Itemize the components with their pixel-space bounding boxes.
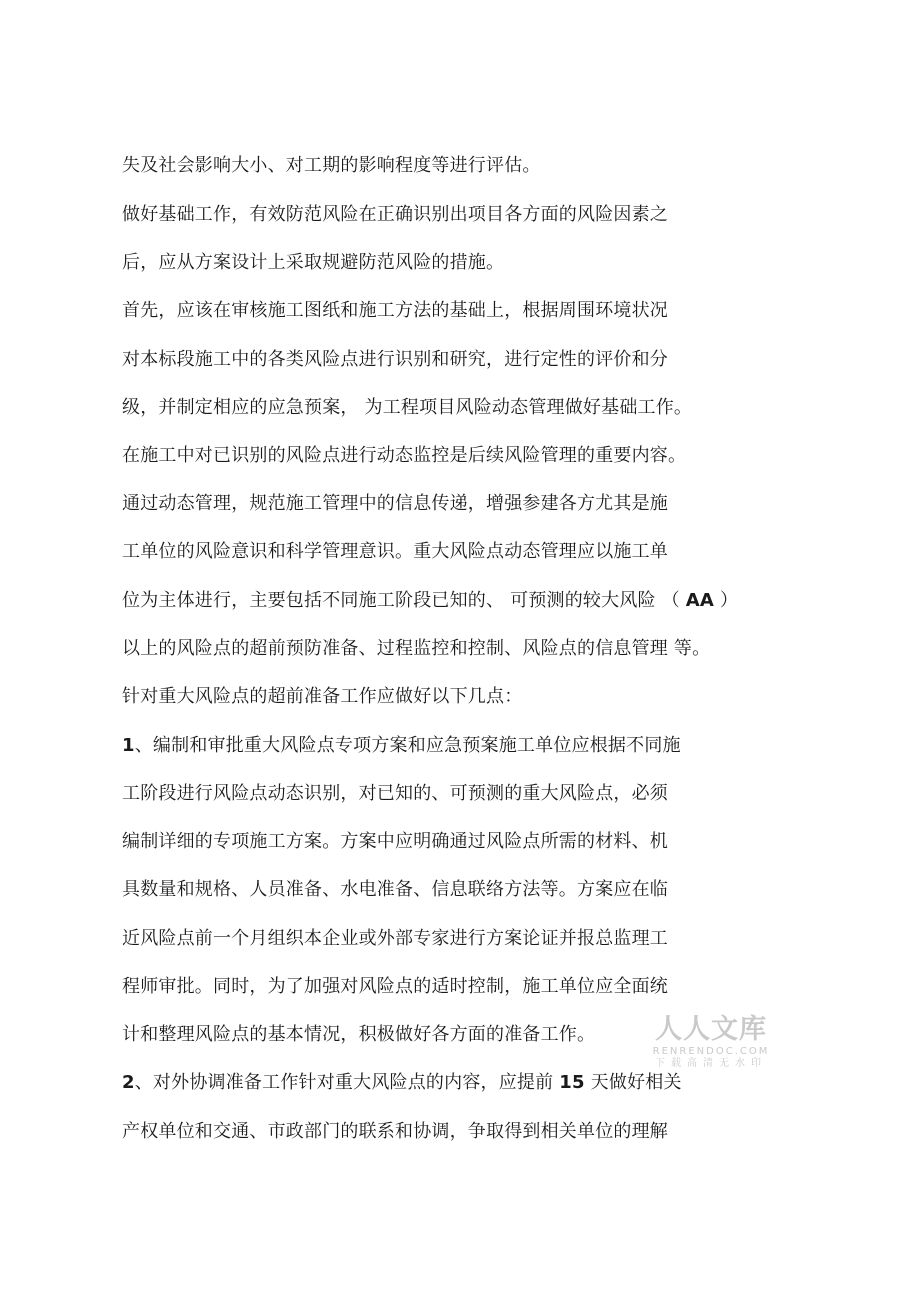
text-segment: 、编制和审批重大风险点专项方案和应急预案施工单位应根据不同施 — [134, 735, 681, 756]
text-line-7: 在施工中对已识别的风险点进行动态监控是后续风险管理的重要内容。 — [122, 445, 687, 466]
text-line-8: 通过动态管理，规范施工管理中的信息传递，增强参建各方尤其是施 — [122, 493, 668, 514]
text-segment: 、对外协调准备工作针对重大风险点的内容，应提前 — [134, 1072, 560, 1093]
text-line-12: 针对重大风险点的超前准备工作应做好以下几点： — [122, 686, 523, 707]
text-line-15: 编制详细的专项施工方案。方案中应明确通过风险点所需的材料、机 — [122, 831, 668, 852]
text-line-17: 近风险点前一个月组织本企业或外部专家进行方案论证并报总监理工 — [122, 928, 668, 949]
text-line-1: 失及社会影响大小、对工期的影响程度等进行评估。 — [122, 155, 541, 176]
text-line-18: 程师审批。同时，为了加强对风险点的适时控制，施工单位应全面统 — [122, 976, 668, 997]
text-line-10 — [122, 589, 738, 613]
text-segment: 位为主体进行，主要包括不同施工阶段已知的、 可预测的较大风险 （ — [122, 590, 686, 611]
text-line-11: 以上的风险点的超前预防准备、过程监控和控制、风险点的信息管理 等。 — [122, 638, 711, 659]
watermark-title: 人人文库 — [655, 1014, 767, 1045]
text-line-5: 对本标段施工中的各类风险点进行识别和研究，进行定性的评价和分 — [122, 349, 668, 370]
watermark-logo — [646, 1014, 776, 1070]
text-line-19: 计和整理风险点的基本情况，积极做好各方面的准备工作。 — [122, 1024, 596, 1045]
list-item-1-heading — [122, 734, 681, 758]
text-line-14: 工阶段进行风险点动态识别，对已知的、可预测的重大风险点，必须 — [122, 783, 668, 804]
text-line-16: 具数量和规格、人员准备、水电准备、信息联络方法等。方案应在临 — [122, 879, 668, 900]
bold-text: AA — [685, 590, 715, 611]
list-number: 1 — [122, 735, 135, 756]
list-number: 2 — [122, 1072, 135, 1093]
bold-number: 15 — [559, 1072, 585, 1093]
list-item-2-heading — [122, 1071, 682, 1095]
text-line-2: 做好基础工作，有效防范风险在正确识别出项目各方面的风险因素之 — [122, 204, 668, 225]
text-segment: 天做好相关 — [584, 1072, 682, 1093]
text-line-21: 产权单位和交通、市政部门的联系和协调，争取得到相关单位的理解 — [122, 1121, 668, 1142]
text-segment: ） — [714, 590, 739, 611]
text-line-4: 首先，应该在审核施工图纸和施工方法的基础上，根据周围环境状况 — [122, 300, 668, 321]
watermark-site: RENRENDOC.COM — [652, 1046, 770, 1057]
text-line-6: 级，并制定相应的应急预案， 为工程项目风险动态管理做好基础工作。 — [122, 397, 693, 418]
watermark-tagline: 下载高清无水印 — [655, 1058, 767, 1069]
text-line-9: 工单位的风险意识和科学管理意识。重大风险点动态管理应以施工单 — [122, 541, 668, 562]
text-line-3: 后，应从方案设计上采取规避防范风险的措施。 — [122, 252, 505, 273]
